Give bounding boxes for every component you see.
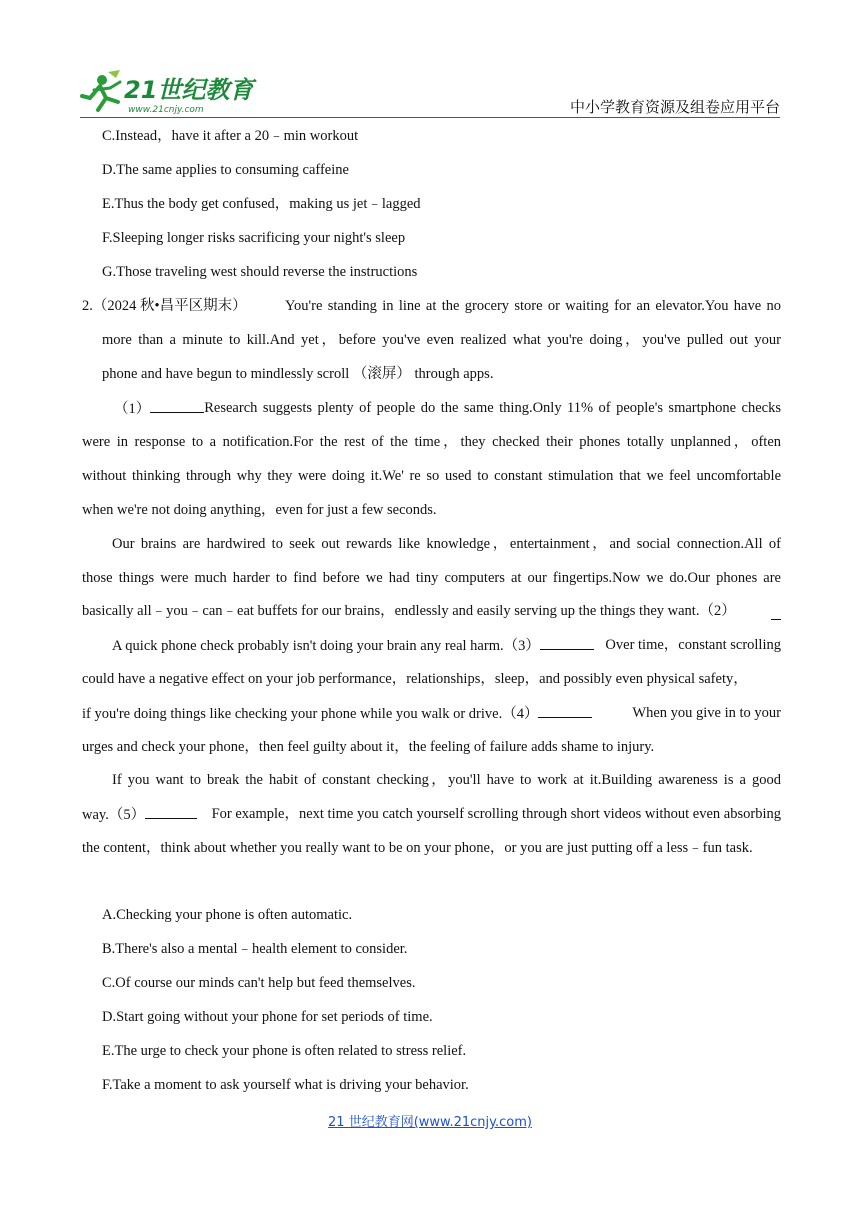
p2-line-1: Our brains are hardwired to seek out rewards like knowledge，entertainment，and social connection.All of [112,536,781,552]
question-number: 2. [82,298,93,314]
p2-line-2: those things were much harder to find before we had tiny computers at our fingertips.Now we do.Our phones are [82,570,781,586]
intro-line-2: more than a minute to kill.And yet，before you've even realized what you're doing，you've pulled out your [102,332,781,348]
option-c: C.Of course our minds can't help but feed themselves. [102,975,416,991]
p3-line-2: could have a negative effect on your job performance，relationships，sleep，and possibly even physical safety， [82,671,748,687]
question-2-header [82,296,781,316]
option-f: F.Take a moment to ask yourself what is driving your behavior. [102,1077,469,1093]
prev-option-d: D.The same applies to consuming caffeine [102,162,349,178]
p4-line-2 [82,804,781,825]
site-logo [80,68,260,116]
p1-first-text: Research suggests plenty of people do the same thing.Only 11% of people's smartphone checks [204,400,781,416]
p3-line-1 [112,635,781,656]
prev-option-e: E.Thus the body get confused，making us jet﹣lagged [102,196,421,212]
p4-line-3: the content，think about whether you really want to be on your phone，or you are just putting off a less﹣fun task. [82,840,753,856]
intro-line-1: You're standing in line at the grocery store or waiting for an elevator.You have no [285,298,781,314]
p2-line-3 [82,601,781,621]
option-a: A.Checking your phone is often automatic. [102,907,353,923]
option-e: E.The urge to check your phone is often related to stress relief. [102,1043,467,1059]
p3-line-1-a: A quick phone check probably isn't doing your brain any real harm.（3） [112,638,540,654]
p3-line-3-a: if you're doing things like checking your phone while you walk or drive.（4） [82,706,539,722]
option-d: D.Start going without your phone for set periods of time. [102,1009,433,1025]
p1-line-2: were in response to a notification.For the rest of the time，they checked their phones totally unplanned，often [82,434,781,450]
blank-4[interactable] [538,703,592,718]
blank-5[interactable] [145,804,197,819]
p4-line-2-a: way.（5） [82,807,146,823]
p1-first-line [114,398,781,419]
page-header [80,66,780,118]
question-source: （2024 秋•昌平区期末） [92,298,247,314]
logo-url-text: www.21cnjy.com [128,105,204,115]
blank-1-label: （1） [114,401,151,417]
p4-line-2-b: For example，next time you catch yourself scrolling through short videos without even absorbing [211,806,781,822]
p1-line-4: when we're not doing anything，even for just a few seconds. [82,502,437,518]
intro-line-3: phone and have begun to mindlessly scroll （滚屏） through apps. [102,366,494,382]
p3-line-1-b: Over time，constant scrolling [605,637,781,653]
p3-line-4: urges and check your phone，then feel guilty about it，the feeling of failure adds shame to injury. [82,739,655,755]
platform-title: 中小学教育资源及组卷应用平台 [569,98,780,116]
blank-3[interactable] [540,635,594,650]
p4-line-1: If you want to break the habit of constant checking，you'll have to work at it.Building awareness is a good [112,772,781,788]
logo-main-text: 21世纪教育 [124,76,254,104]
p3-line-3-b: When you give in to your [632,705,781,721]
blank-2[interactable] [771,605,781,620]
footer-link[interactable]: 21 世纪教育网(www.21cnjy.com) [328,1115,532,1130]
prev-option-g: G.Those traveling west should reverse the instructions [102,264,418,280]
prev-option-c: C.Instead，have it after a 20﹣min workout [102,128,359,144]
option-b: B.There's also a mental﹣health element to consider. [102,941,408,957]
p1-line-3: without thinking through why they were doing it.We' re so used to constant stimulation that we feel uncomfortable [82,468,781,484]
p2-line-3-text: basically all﹣you﹣can﹣eat buffets for our brains，endlessly and easily serving up the things they want.（2） [82,603,736,619]
p3-line-3 [82,703,781,724]
page-footer [0,1111,860,1130]
prev-option-f: F.Sleeping longer risks sacrificing your night's sleep [102,230,406,246]
blank-1[interactable] [150,398,204,413]
header-divider [80,117,780,118]
